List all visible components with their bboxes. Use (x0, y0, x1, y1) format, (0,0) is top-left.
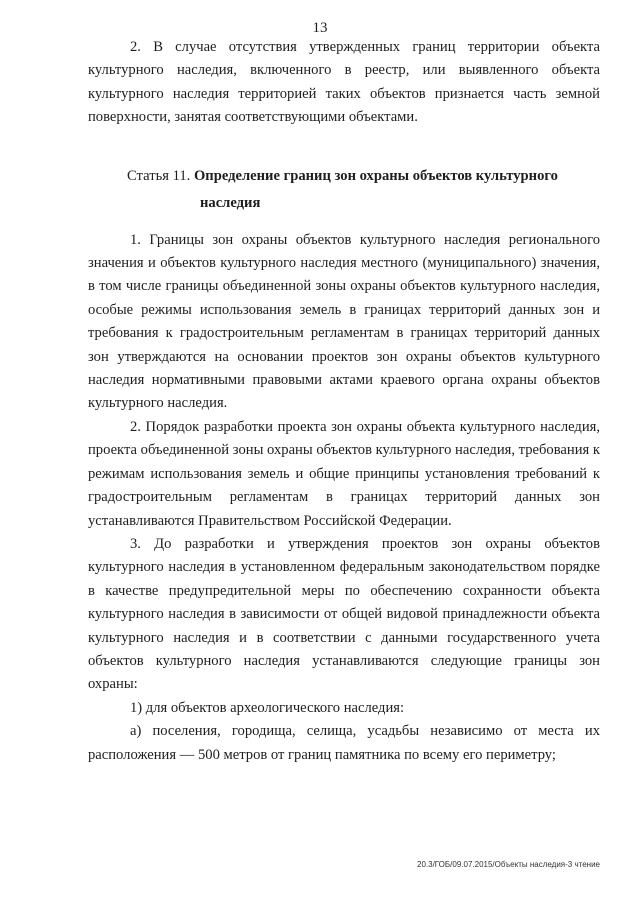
page-number: 13 (312, 20, 328, 36)
list-item-archaeological: 1) для объектов археологического наследия: (130, 699, 405, 716)
footer-document-id: 20.3/ГОБ/09.07.2015/Объекты наследия-3 чтение (417, 860, 600, 869)
paragraph-territory-boundaries: 2. В случае отсутствия утвержденных границ территории объекта культурного наследия, включенного в реестр, или выявленного объекта культурного наследия территорией таких объектов признается часть земной поверхности, занятая соответствующими объектами. (88, 39, 600, 126)
article-label: Статья 11. (127, 167, 191, 184)
paragraph-2: 2. Порядок разработки проекта зон охраны объекта культурного наследия, проекта объединенной зоны охраны объектов культурного наследия, требования к режимам использования земель и общие принципы установления требований к градостроительным регламентам в границах территорий данных зон устанавливаются Правительством Российской Федерации. (88, 418, 600, 529)
article-title: Определение границ зон охраны объектов культурного наследия (193, 167, 558, 211)
paragraph-3: 3. До разработки и утверждения проектов зон охраны объектов культурного наследия в установленном федеральным законодательством порядке в качестве предупредительной меры по обеспечению сохранности объекта культурного наследия в зависимости от общей видовой принадлежности объекта культурного наследия и в соответствии с данными государственного учета объектов культурного наследия устанавливаются следующие границы зон охраны: (88, 535, 600, 693)
section-gap (88, 130, 600, 163)
document-body (88, 36, 600, 767)
paragraph-1: 1. Границы зон охраны объектов культурного наследия регионального значения и объектов культурного наследия местного (муниципального) значения, в том числе границы объединенной зоны охраны объектов культурного наследия, особые режимы использования земель в границах территорий данных зон и требования к градостроительным регламентам в границах территорий данных зон утверждаются на основании проектов зон охраны объектов культурного наследия нормативными правовыми актами краевого органа охраны объектов культурного наследия. (88, 231, 600, 412)
article-heading (88, 163, 600, 217)
list-subitem-settlements: а) поселения, городища, селища, усадьбы независимо от места их расположения — 500 метров от границ памятника по всему его периметру; (88, 723, 600, 763)
